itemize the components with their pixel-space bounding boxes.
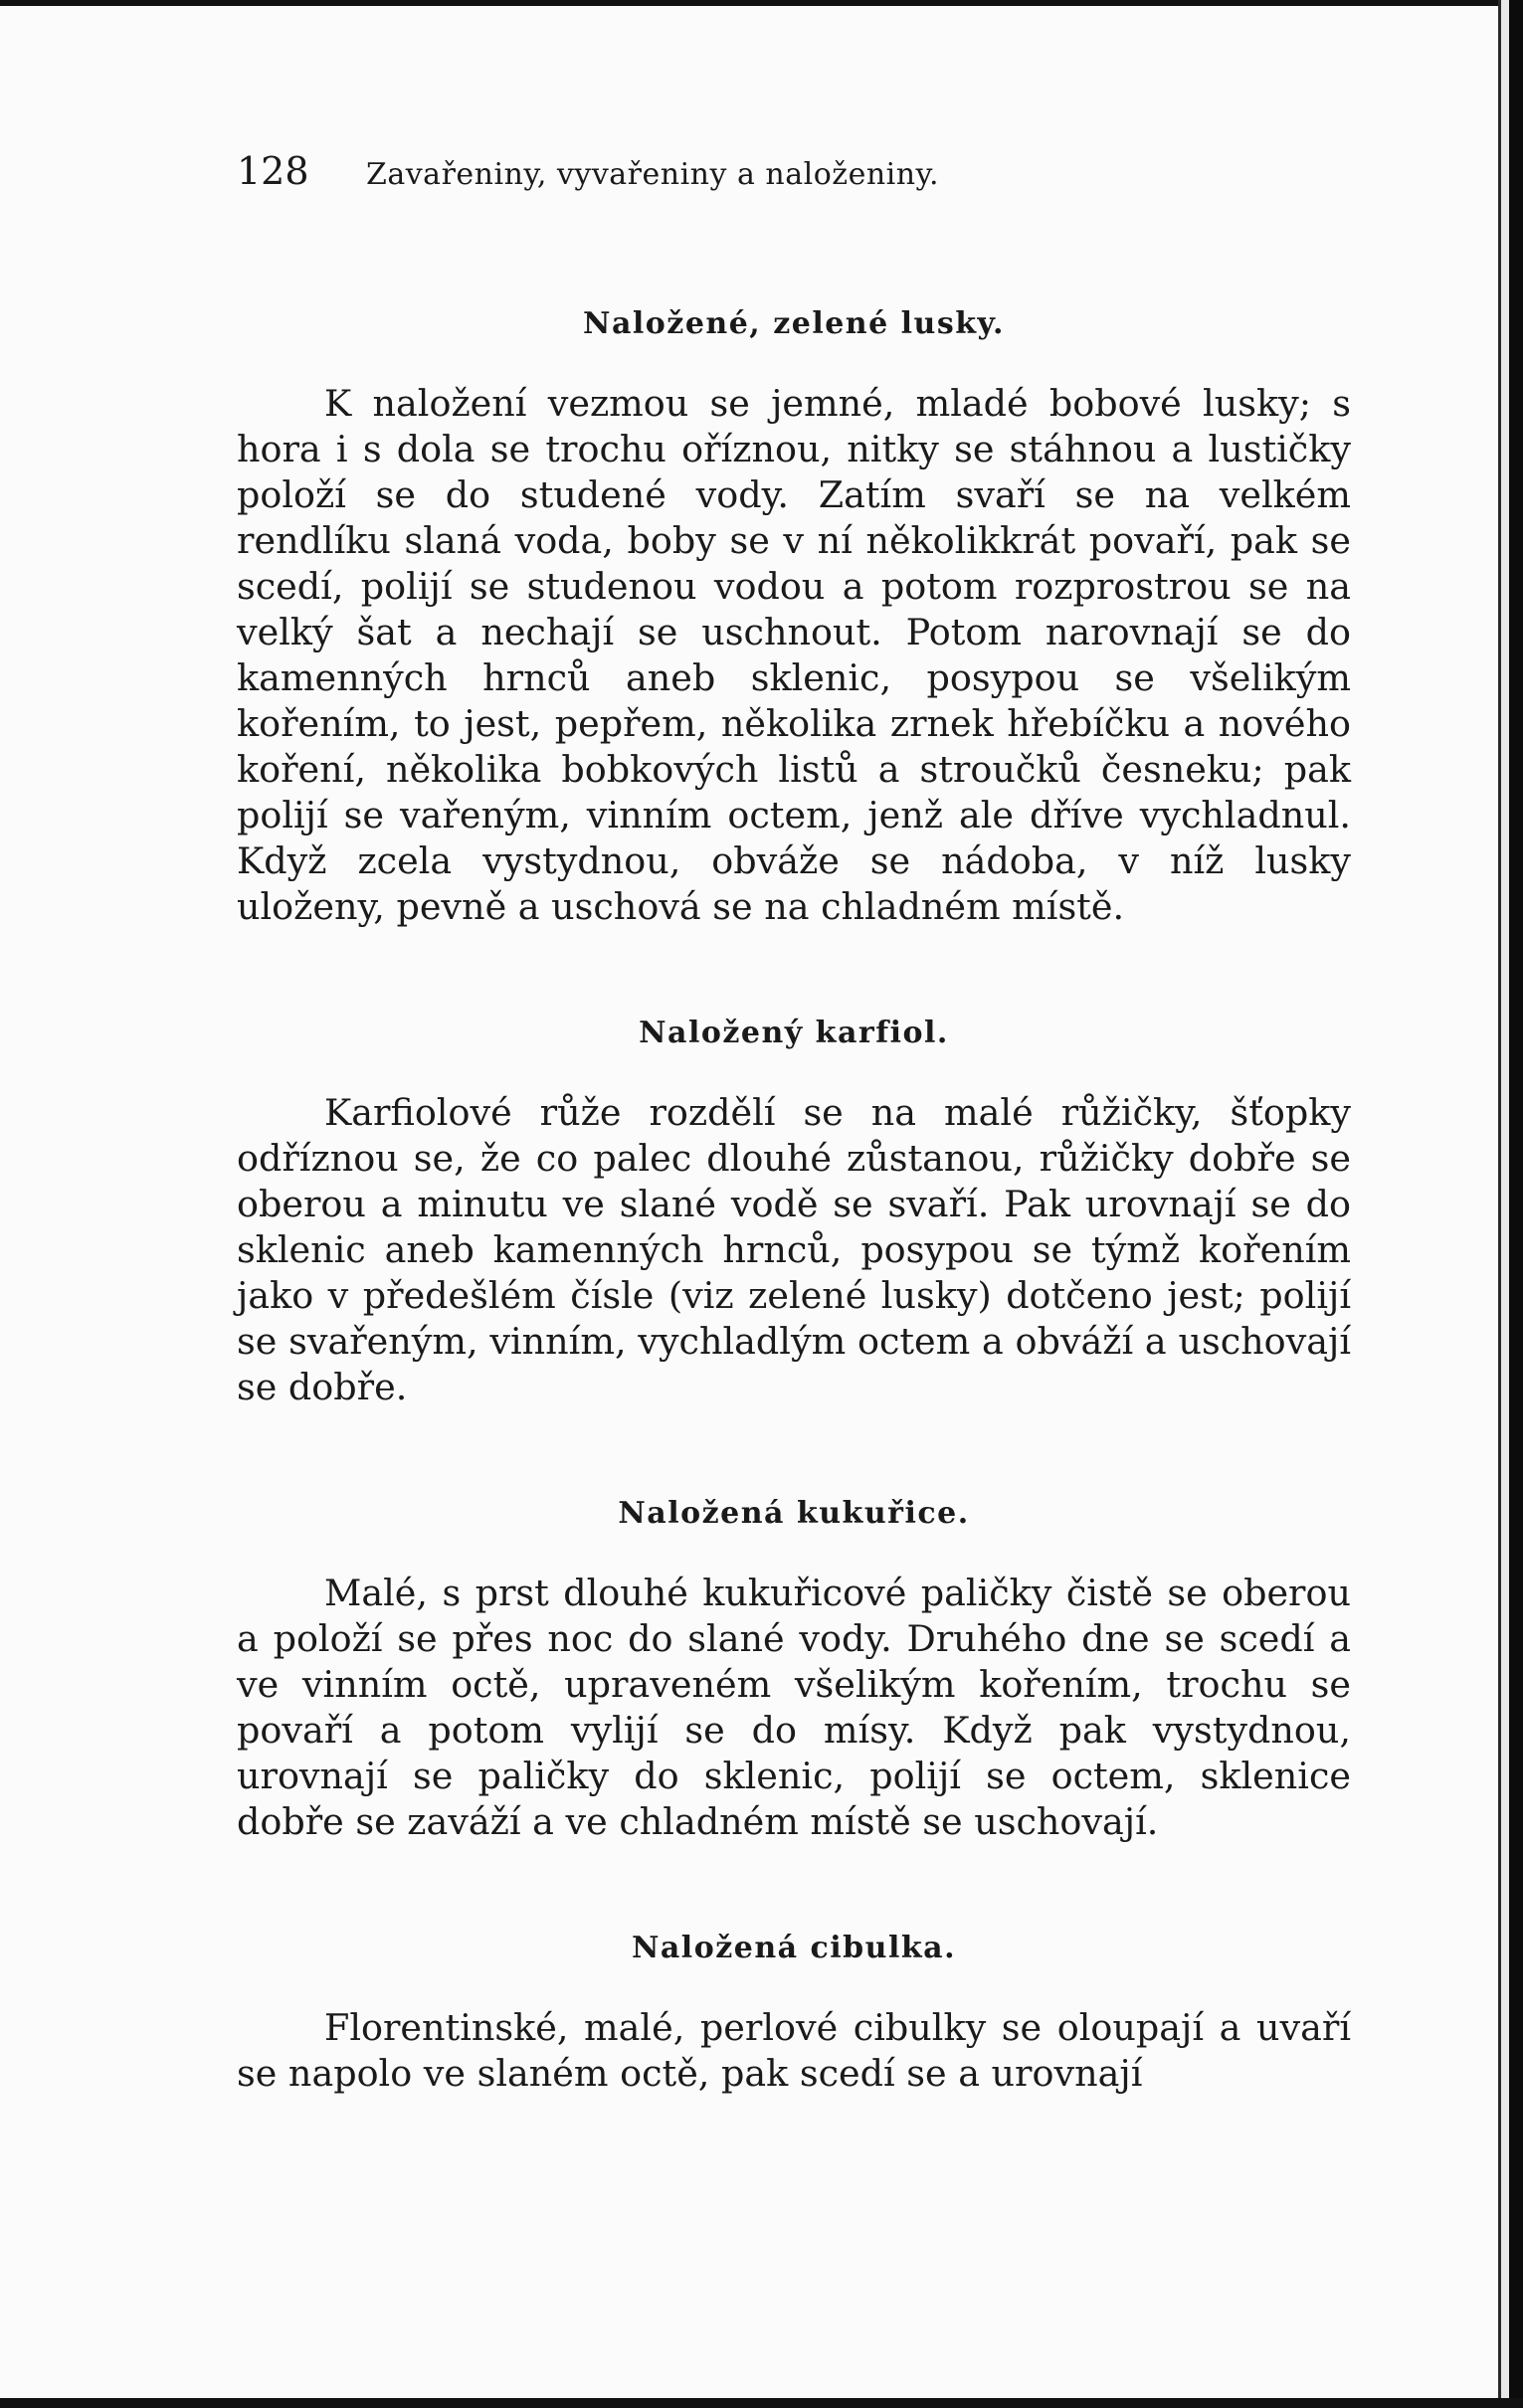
section-title: Naložený karfiol. <box>639 1016 949 1050</box>
section-paragraph: Malé, s prst dlouhé kukuřicové paličky čistě se oberou a položí se přes noc do slané vody. Druhého dne se scedí a ve vinním octě, upraveném všelikým kořením, trochu se povaří a potom vylijí se do mísy. Když pak vystydnou, urovnají se paličky do sklenic, polijí se octem, sklenice dobře se zaváží a ve chladném místě se uschovají. <box>237 1572 1351 1843</box>
section-paragraph: K naložení vezmou se jemné, mladé bobové lusky; s hora i s dola se trochu oříznou, nitky se stáhnou a lustičky položí se do studené vody. Zatím svaří se na velkém rendlíku slaná voda, boby se v ní několikkrát povaří, pak se scedí, polijí se studenou vodou a potom rozprostrou se na velký šat a nechají se uschnout. Potom narovnají se do kamenných hrnců aneb sklenic, posypou se všelikým kořením, to jest, pepřem, několika zrnek hřebíčku a nového koření, několika bobkových listů a stroučků česneku; pak polijí se vařeným, vinním octem, jenž ale dříve vychladnul. Když zcela vystydnou, obváže se nádoba, v níž lusky uloženy, pevně a uschová se na chladném místě. <box>237 382 1351 928</box>
section-paragraph: Florentinské, malé, perlové cibulky se oloupají a uvaří se napolo ve slaném octě, pak scedí se a urovnají <box>237 2006 1351 2095</box>
scan-border-top <box>0 0 1523 6</box>
section-title: Naložená kukuřice. <box>618 1496 970 1531</box>
section-paragraph: Karfiolové růže rozdělí se na malé růžičky, šťopky odříznou se, že co palec dlouhé zůstanou, růžičky dobře se oberou a minutu ve slané vodě se svaří. Pak urovnají se do sklenic aneb kamenných hrnců, posypou se týmž kořením jako v předešlém čísle (viz zelené lusky) dotčeno jest; polijí se svařeným, vinním, vychladlým octem a obváží a uschovají se dobře. <box>237 1091 1351 1408</box>
scan-border-right <box>1509 0 1523 2408</box>
scan-border-right-gap <box>1501 0 1509 2408</box>
page-number: 128 <box>237 149 309 193</box>
running-title: Zavařeniny, vyvařeniny a naloženiny. <box>366 157 940 192</box>
section-title: Naložené, zelené lusky. <box>583 306 1005 341</box>
page-content <box>237 149 1351 2097</box>
section-title: Naložená cibulka. <box>631 1931 957 1965</box>
scan-border-bottom <box>0 2398 1523 2408</box>
page-header <box>237 149 1351 209</box>
